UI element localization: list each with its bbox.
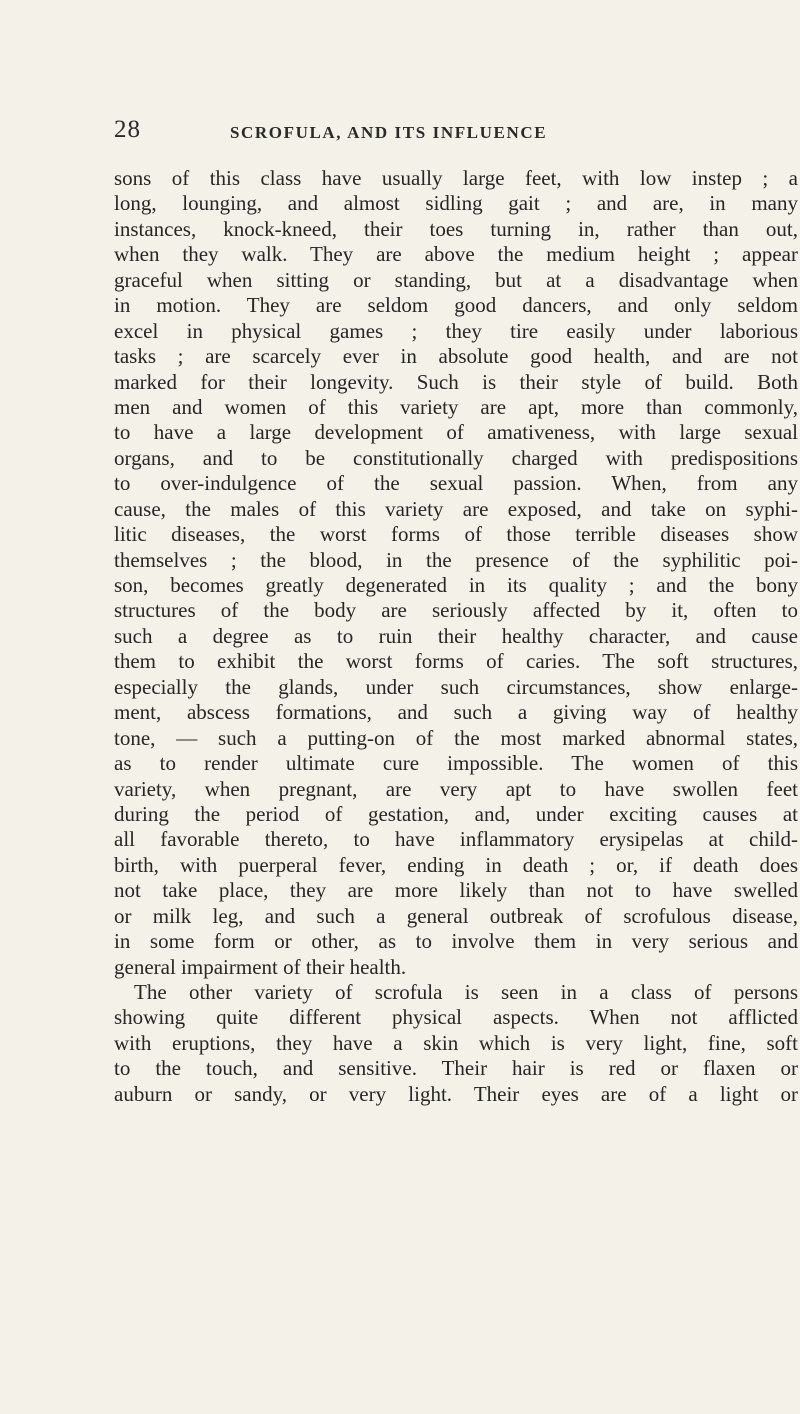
text-line: ment, abscess formations, and such a giving way of healthy (114, 700, 798, 725)
text-line: as to render ultimate cure impossible. The women of this (114, 751, 798, 776)
text-line: not take place, they are more likely than not to have swelled (114, 878, 798, 903)
text-line: long, lounging, and almost sidling gait ; and are, in many (114, 191, 798, 216)
text-line: such a degree as to ruin their healthy character, and cause (114, 623, 798, 648)
text-line: marked for their longevity. Such is their style of build. Both (114, 369, 798, 394)
text-line: birth, with puerperal fever, ending in death ; or, if death does (114, 852, 798, 877)
page-header (114, 116, 764, 148)
text-line: to over-indulgence of the sexual passion. When, from any (114, 471, 798, 496)
text-line: especially the glands, under such circumstances, show enlarge- (114, 674, 798, 699)
text-line: during the period of gestation, and, under exciting causes at (114, 801, 798, 826)
running-head: SCROFULA, AND ITS INFLUENCE (230, 123, 548, 142)
text-line: in motion. They are seldom good dancers, and only seldom (114, 293, 798, 318)
text-line: litic diseases, the worst forms of those terrible diseases show (114, 522, 798, 547)
text-line: with eruptions, they have a skin which is very light, fine, soft (114, 1030, 798, 1055)
text-line: or milk leg, and such a general outbreak of scrofulous disease, (114, 903, 798, 928)
text-line: tasks ; are scarcely ever in absolute good health, and are not (114, 344, 798, 369)
text-line: to the touch, and sensitive. Their hair is red or flaxen or (114, 1056, 798, 1081)
text-line: organs, and to be constitutionally charged with predispositions (114, 445, 798, 470)
text-line: The other variety of scrofula is seen in a class of persons (134, 980, 798, 1004)
text-line: auburn or sandy, or very light. Their eyes are of a light or (114, 1081, 798, 1106)
text-line: showing quite different physical aspects. When not afflicted (114, 1005, 798, 1030)
text-line: tone, — such a putting-on of the most marked abnormal states, (114, 725, 798, 750)
text-line: structures of the body are seriously affected by it, often to (114, 598, 798, 623)
page-number: 28 (114, 116, 141, 143)
text-line: instances, knock-kneed, their toes turning in, rather than out, (114, 216, 798, 241)
text-line: men and women of this variety are apt, more than commonly, (114, 394, 798, 419)
text-line: cause, the males of this variety are exposed, and take on syphi- (114, 496, 798, 521)
text-line: sons of this class have usually large feet, with low instep ; a (114, 166, 798, 190)
text-line: in some form or other, as to involve them in very serious and (114, 929, 798, 954)
text-line: graceful when sitting or standing, but at a disadvantage when (114, 267, 798, 292)
text-line: to have a large development of amativeness, with large sexual (114, 420, 798, 445)
text-line: son, becomes greatly degenerated in its quality ; and the bony (114, 573, 798, 597)
text-line: variety, when pregnant, are very apt to have swollen feet (114, 776, 798, 801)
text-line: general impairment of their health. (114, 954, 407, 979)
body-text (114, 166, 798, 1107)
text-line: themselves ; the blood, in the presence of the syphilitic poi- (114, 547, 798, 572)
text-line: when they walk. They are above the medium height ; appear (114, 242, 798, 267)
text-line: excel in physical games ; they tire easily under laborious (114, 318, 798, 343)
text-line: them to exhibit the worst forms of caries. The soft structures, (114, 649, 798, 674)
text-line: all favorable thereto, to have inflammatory erysipelas at child- (114, 827, 798, 852)
